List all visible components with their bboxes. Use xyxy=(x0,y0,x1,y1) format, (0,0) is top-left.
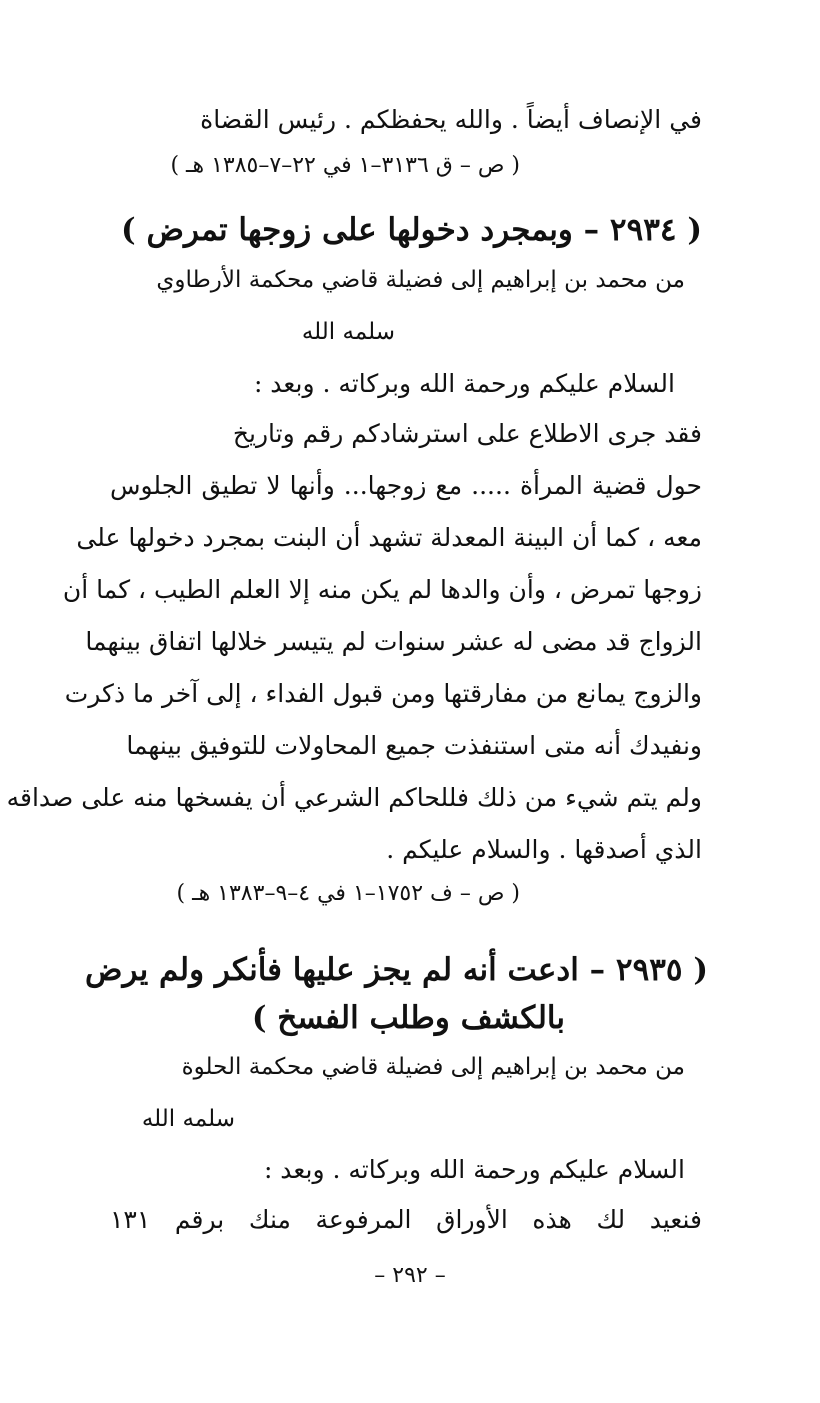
sender-line: من محمد بن إبراهيم إلى فضيلة قاضي محكمة الحلوة xyxy=(181,1054,685,1080)
closing-line: في الإنصاف أيضاً . والله يحفظكم . رئيس القضاة xyxy=(200,105,702,134)
reference-line: ( ص – ف ١٧٥٢–١ في ٤–٩–١٣٨٣ هـ ) xyxy=(176,881,520,906)
page-number: – ٢٩٢ – xyxy=(374,1263,446,1288)
body-line: معه ، كما أن البينة المعدلة تشهد أن البنت بمجرد دخولها على xyxy=(76,523,702,552)
sender-line: من محمد بن إبراهيم إلى فضيلة قاضي محكمة الأرطاوي xyxy=(156,267,685,293)
body-line: والزوج يمانع من مفارقتها ومن قبول الفداء ، إلى آخر ما ذكرت xyxy=(64,679,702,708)
section-heading-2935: ( ٢٩٣٥ – ادعت أنه لم يجز عليها فأنكر ولم يرض xyxy=(85,952,708,988)
body-line: حول قضية المرأة ..... مع زوجها... وأنها لا تطيق الجلوس xyxy=(110,471,702,500)
body-line: الزواج قد مضى له عشر سنوات لم يتيسر خلالها اتفاق بينهما xyxy=(85,627,702,656)
greeting-line: السلام عليكم ورحمة الله وبركاته . وبعد : xyxy=(253,369,675,398)
section-heading-2935-cont: بالكشف وطلب الفسخ ) xyxy=(251,1000,565,1036)
body-line: الذي أصدقها . والسلام عليكم . xyxy=(386,835,702,864)
body-line: ونفيدك أنه متى استنفذت جميع المحاولات للتوفيق بينهما xyxy=(126,731,702,760)
section-heading-2934: ( ٢٩٣٤ – وبمجرد دخولها على زوجها تمرض ) xyxy=(121,212,702,248)
salutation-line: سلمه الله xyxy=(141,1106,235,1132)
body-line: زوجها تمرض ، وأن والدها لم يكن منه إلا العلم الطيب ، كما أن xyxy=(62,575,702,604)
salutation-line: سلمه الله xyxy=(301,319,395,345)
body-line: فقد جرى الاطلاع على استرشادكم رقم وتاريخ xyxy=(232,419,702,448)
body-line: ولم يتم شيء من ذلك فللحاكم الشرعي أن يفسخها منه على صداقه xyxy=(6,783,702,812)
greeting-line: السلام عليكم ورحمة الله وبركاته . وبعد : xyxy=(263,1155,685,1184)
reference-line: ( ص – ق ٣١٣٦–١ في ٢٢–٧–١٣٨٥ هـ ) xyxy=(170,153,520,178)
body-line: فنعيد لك هذه الأوراق المرفوعة منك برقم ١٣١ xyxy=(110,1205,702,1234)
